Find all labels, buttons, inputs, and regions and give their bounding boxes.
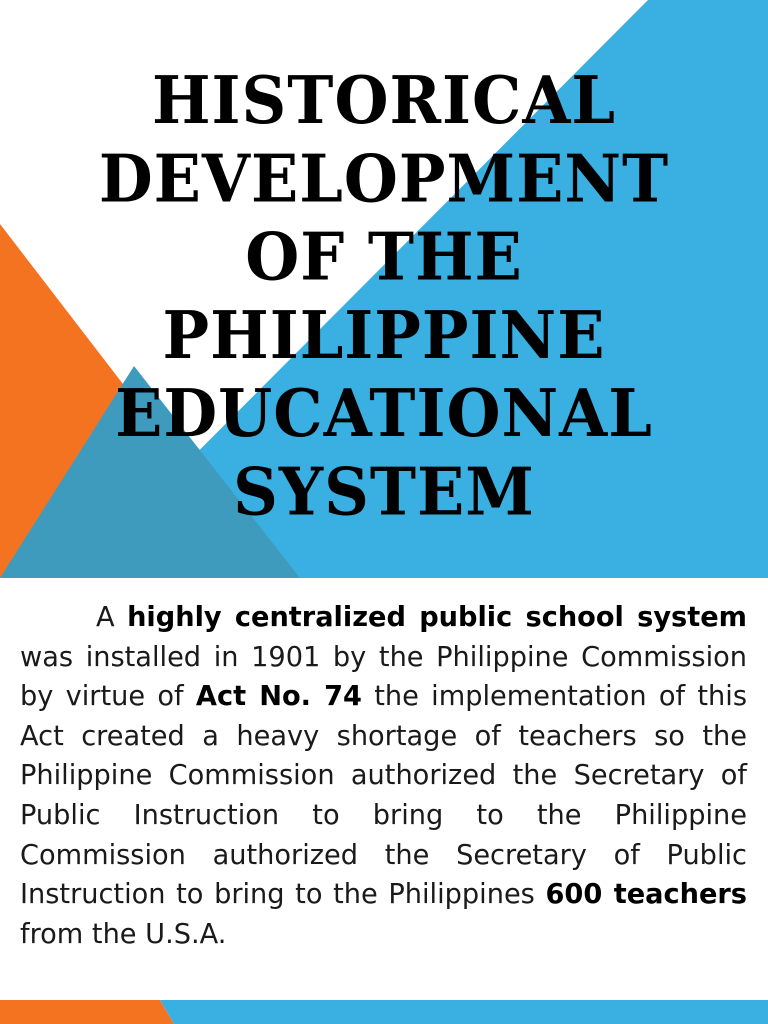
highlight-act-no-74: Act No. 74 bbox=[195, 681, 362, 713]
body-paragraph bbox=[20, 598, 747, 954]
body-text-2: was installed in 1901 by the Philippine Commission by virtue of bbox=[20, 641, 747, 713]
body-text-1: A bbox=[96, 602, 115, 633]
bottom-decoration bbox=[0, 996, 768, 1024]
highlight-centralized-system: highly centralized public school system bbox=[127, 602, 747, 633]
highlight-600-teachers: 600 teachers bbox=[545, 879, 747, 911]
bottom-blue-shape bbox=[160, 1000, 768, 1024]
body-text-3: the implementation of this Act created a heavy shortage of teachers so the Philippine Commission authorized the Secretary of Public Instruction to bring to the Philippine Commission authorized the Secretary of Public Instruction to bring to the Philippines bbox=[20, 681, 747, 911]
body-text-4: from the U.S.A. bbox=[20, 918, 227, 950]
slide-title: HISTORICAL DEVELOPMENT OF THE PHILIPPINE EDUCATIONAL SYSTEM bbox=[98, 62, 670, 530]
bottom-orange-shape bbox=[0, 1000, 174, 1024]
